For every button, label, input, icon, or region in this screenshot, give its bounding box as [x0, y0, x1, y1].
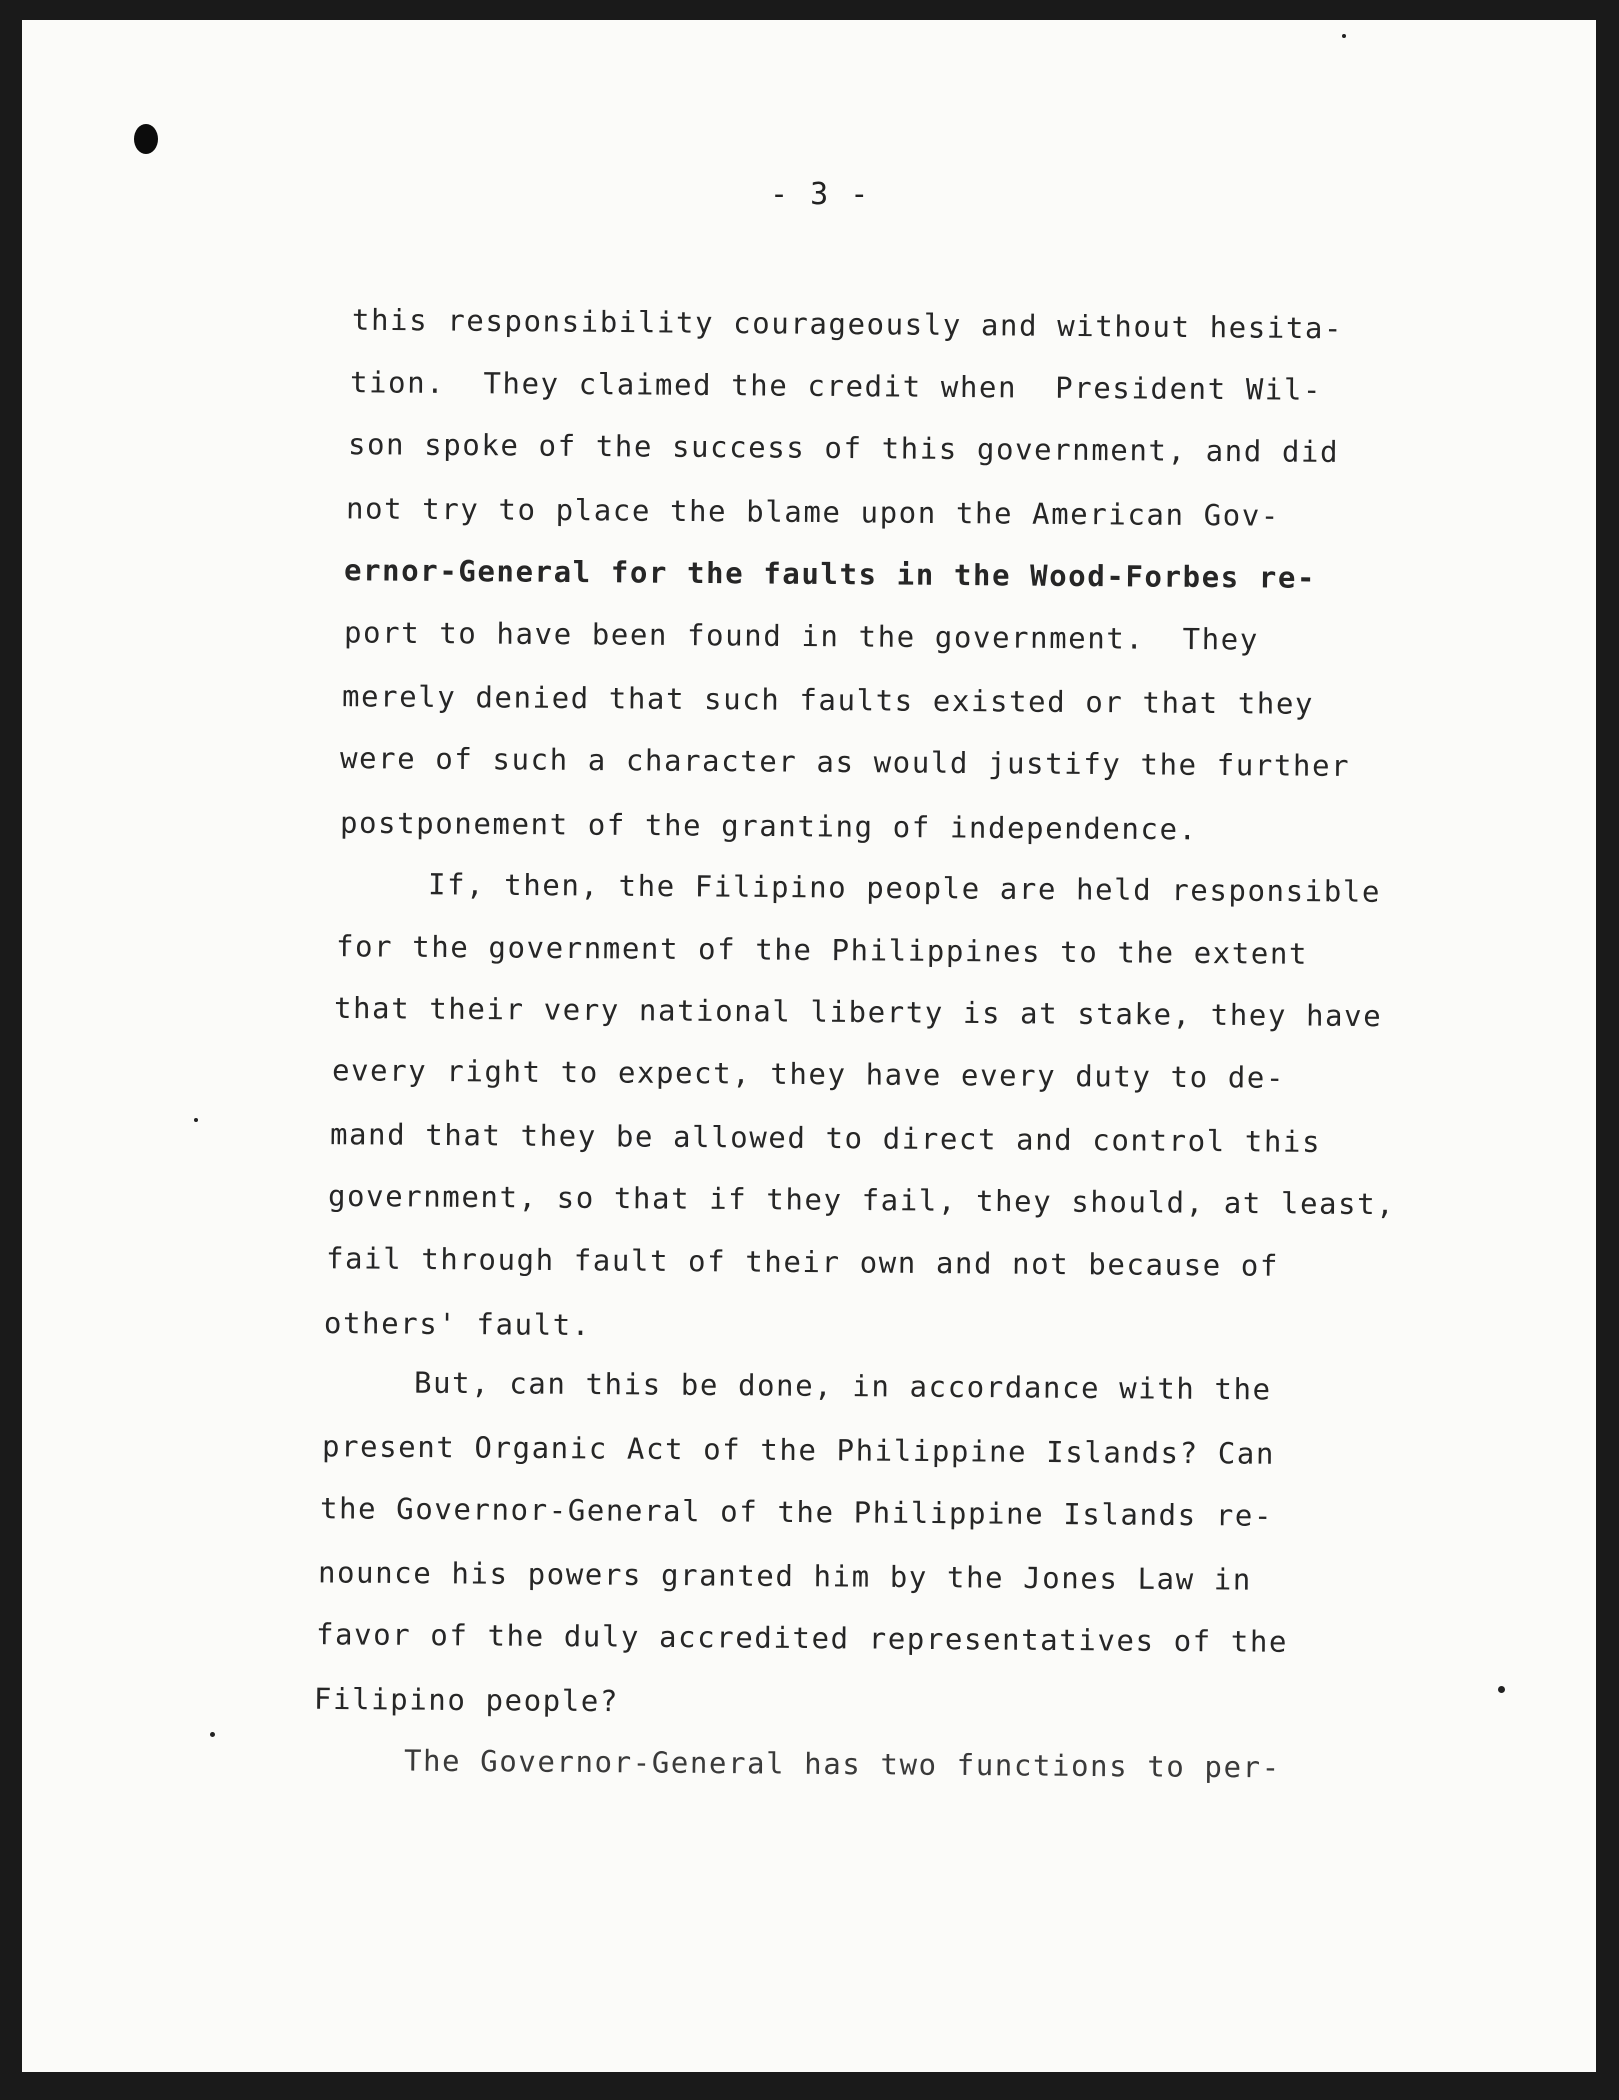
page-number: - 3 - [770, 177, 871, 212]
text-line: fail through fault of their own and not because of [325, 1241, 1280, 1283]
text-line: If, then, the Filipino people are held responsible [427, 867, 1382, 909]
text-line: this responsibility courageously and without hesita- [351, 302, 1344, 346]
text-line: others' fault. [323, 1305, 591, 1343]
text-line: ernor-General for the faults in the Wood-Forbes re- [343, 553, 1317, 595]
text-line: that their very national liberty is at stake, they have [333, 990, 1383, 1034]
text-line: But, can this be done, in accordance with the [413, 1365, 1272, 1407]
document-page [22, 20, 1596, 2072]
text-line: government, so that if they fail, they should, at least, [327, 1178, 1396, 1222]
text-line: son spoke of the success of this government, and did [347, 427, 1340, 469]
text-line: postponement of the granting of independence. [339, 805, 1198, 847]
text-line: present Organic Act of the Philippine Islands? Can [321, 1429, 1276, 1471]
text-line: favor of the duly accredited representatives of the [315, 1617, 1289, 1659]
ink-speck [1342, 34, 1346, 38]
ink-speck [1498, 1686, 1505, 1693]
text-line: the Governor-General of the Philippine Islands re- [319, 1491, 1274, 1533]
ink-speck [194, 1118, 198, 1122]
text-line: port to have been found in the government. They [343, 615, 1259, 657]
text-line: tion. They claimed the credit when President Wil- [349, 365, 1323, 407]
punch-hole-mark [134, 124, 158, 154]
text-line: for the government of the Philippines to the extent [335, 929, 1309, 971]
text-line: nounce his powers granted him by the Jones Law in [317, 1555, 1253, 1597]
text-line: were of such a character as would justify the further [339, 741, 1351, 783]
text-line: not try to place the blame upon the American Gov- [345, 491, 1281, 533]
ink-speck [210, 1732, 215, 1737]
text-line: every right to expect, they have every duty to de- [331, 1053, 1286, 1095]
text-line: mand that they be allowed to direct and control this [329, 1117, 1322, 1159]
text-line: merely denied that such faults existed or that they [341, 679, 1315, 721]
text-line: Filipino people? [313, 1681, 620, 1719]
text-line: The Governor-General has two functions to per- [403, 1743, 1281, 1785]
